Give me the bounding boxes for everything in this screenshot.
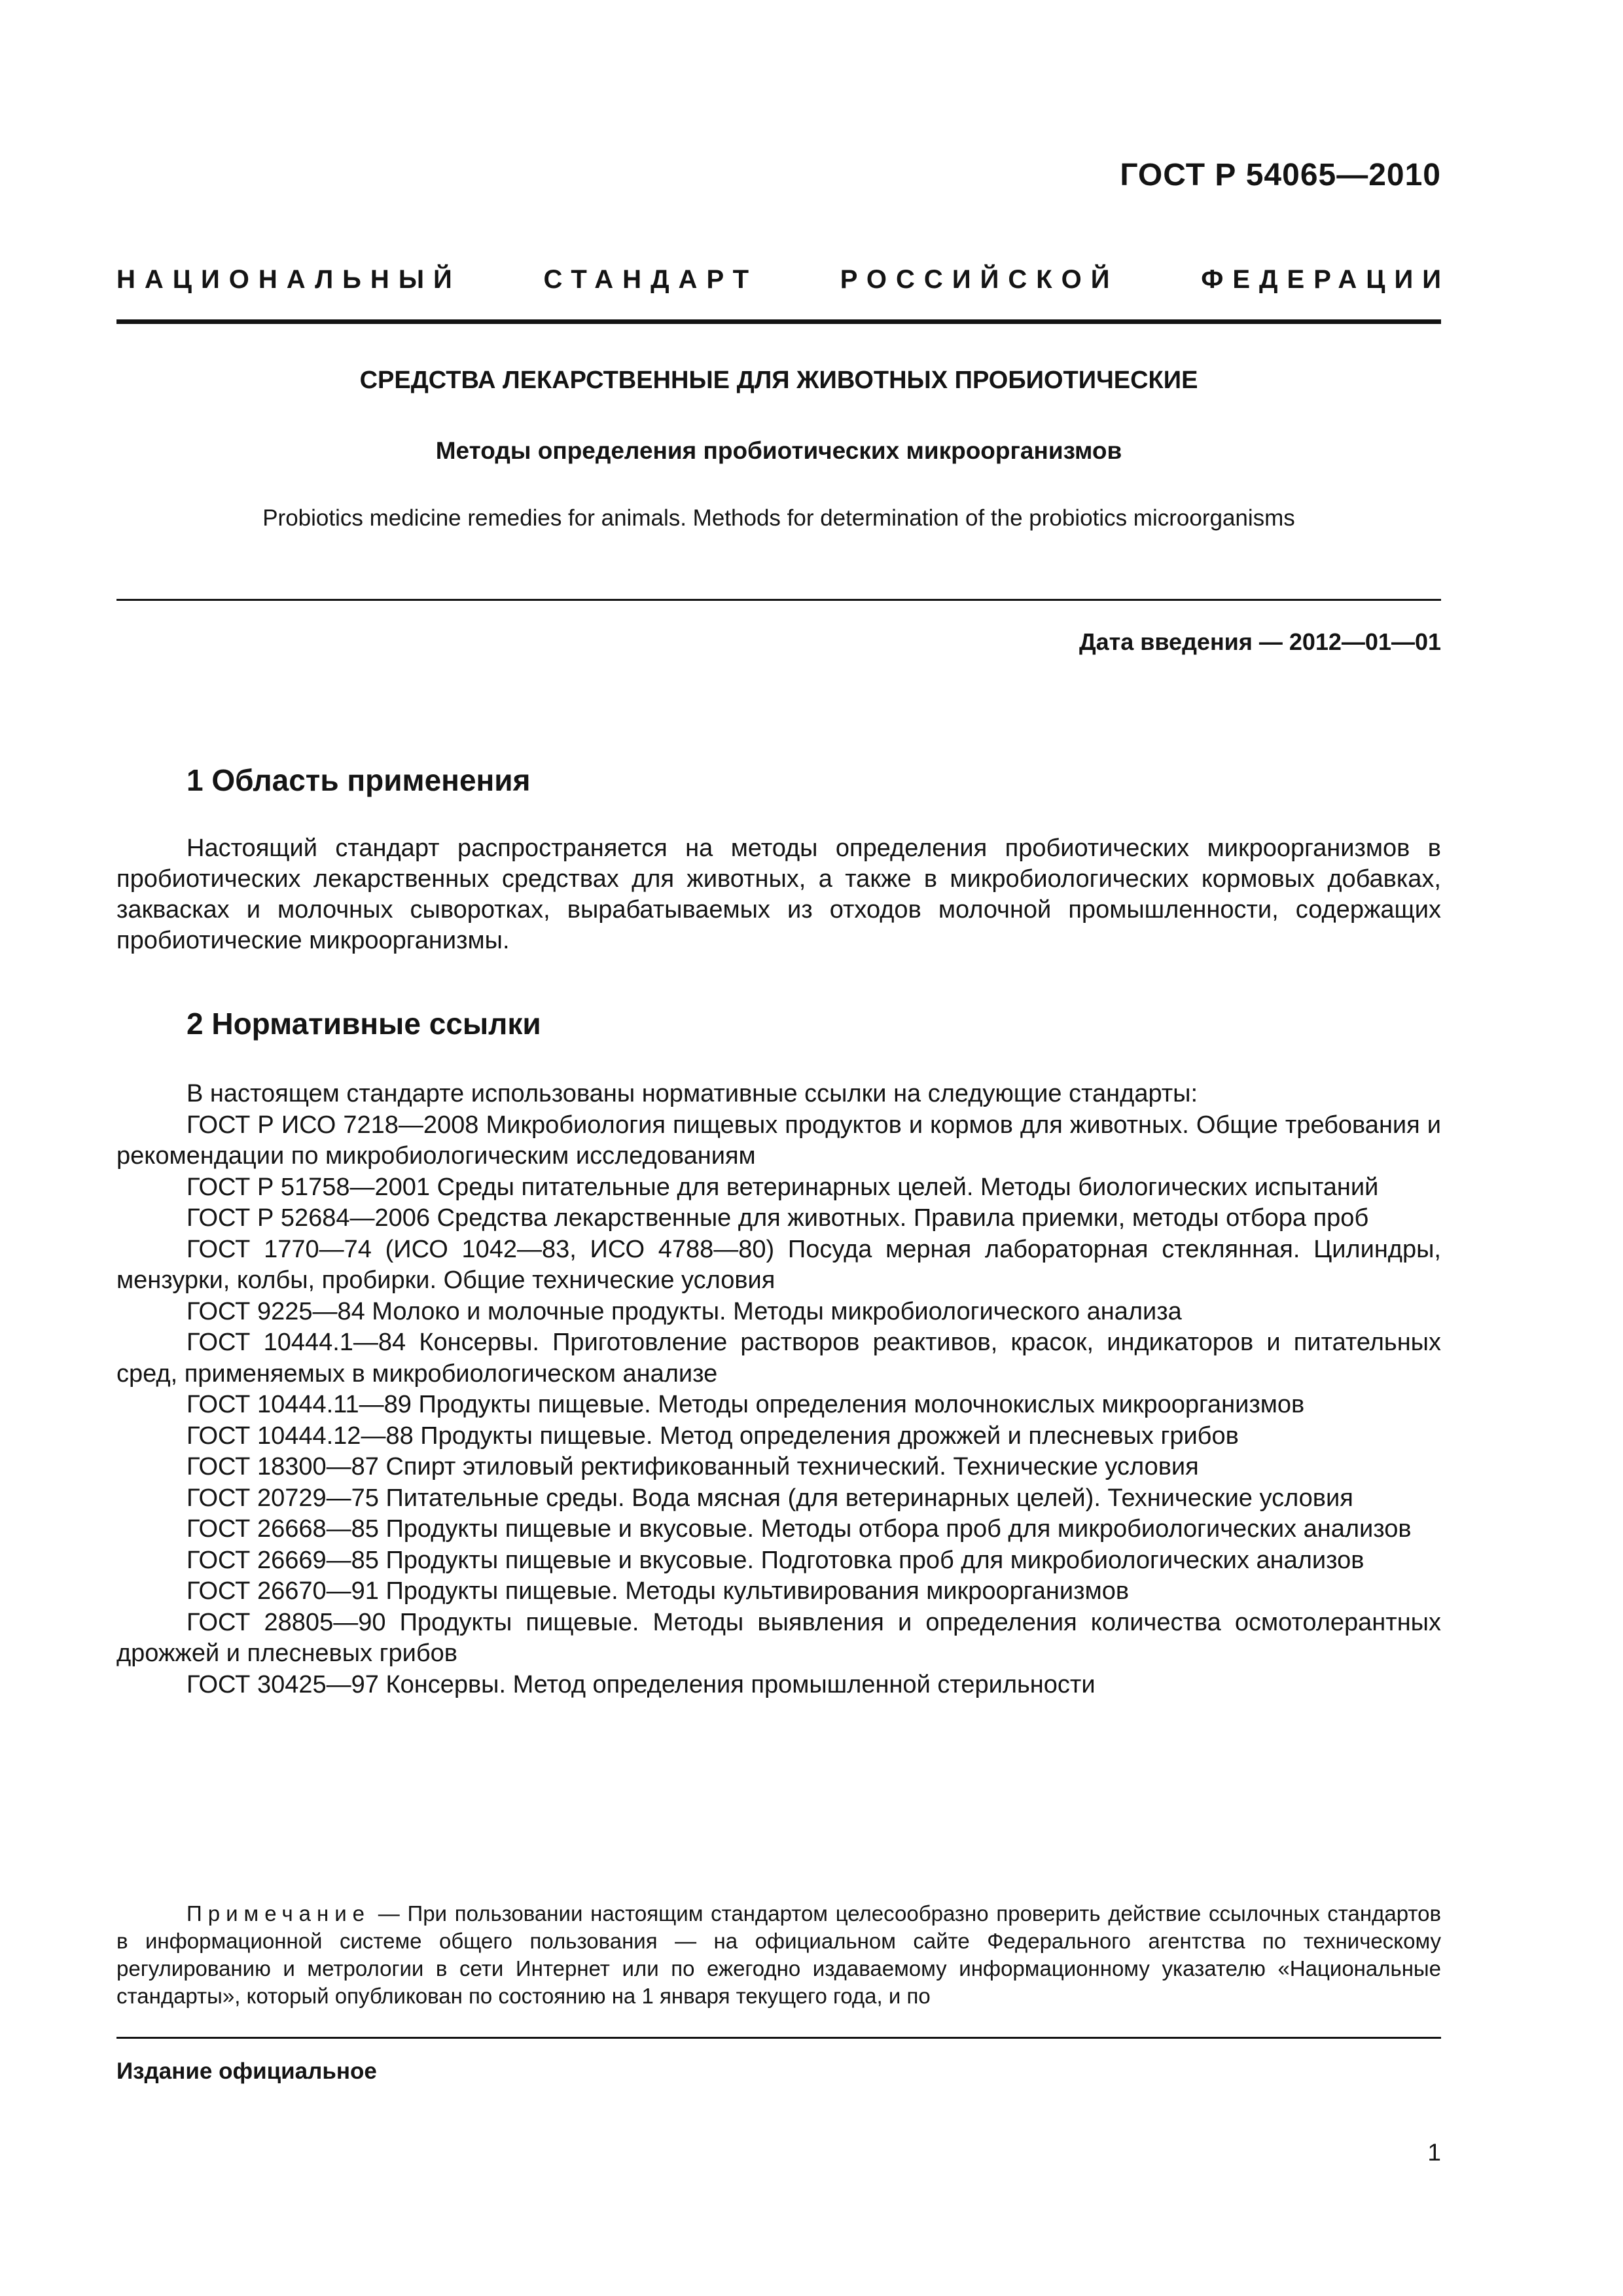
note-paragraph bbox=[116, 1900, 1441, 2010]
reference-item: ГОСТ 18300—87 Спирт этиловый ректификованный технический. Технические условия bbox=[187, 1453, 1199, 1480]
note-text: — При пользовании настоящим стандартом целесообразно проверить действие ссылочных стандартов в информационной системе общего пользования — на официальном сайте Федерального агентства по техническому регулированию и метрологии в сети Интернет или по ежегодно издаваемому информационному указателю «Национальные стандарты», который опубликован по состоянию на 1 января текущего года, и по bbox=[116, 1901, 1441, 2008]
reference-item: ГОСТ 26668—85 Продукты пищевые и вкусовые. Методы отбора проб для микробиологических анализов bbox=[187, 1515, 1412, 1543]
page-number: 1 bbox=[1427, 2139, 1441, 2166]
reference-item: ГОСТ 9225—84 Молоко и молочные продукты. Методы микробиологического анализа bbox=[187, 1297, 1182, 1325]
reference-item: ГОСТ 10444.1—84 Консервы. Приготовление растворов реактивов, красок, индикаторов и питательных сред, применяемых в микробиологическом анализе bbox=[116, 1329, 1441, 1388]
title-divider bbox=[116, 599, 1441, 601]
national-standard-header bbox=[116, 265, 1450, 295]
references-list bbox=[116, 1079, 1441, 1700]
references-intro: В настоящем стандарте использованы нормативные ссылки на следующие стандарты: bbox=[187, 1080, 1198, 1107]
document-subtitle: Методы определения пробиотических микроорганизмов bbox=[435, 437, 1122, 464]
note-label: Примечание bbox=[187, 1901, 371, 1926]
reference-item: ГОСТ 26670—91 Продукты пищевые. Методы культивирования микроорганизмов bbox=[187, 1577, 1130, 1605]
national-header-word: НАЦИОНАЛЬНЫЙ bbox=[116, 265, 461, 294]
national-header-word: ФЕДЕРАЦИИ bbox=[1201, 265, 1450, 294]
section-heading-references: 2 Нормативные ссылки bbox=[187, 1007, 541, 1041]
reference-item: ГОСТ Р 51758—2001 Среды питательные для ветеринарных целей. Методы биологических испытаний bbox=[187, 1173, 1379, 1201]
section-heading-scope: 1 Область применения bbox=[187, 763, 531, 797]
scope-paragraph: Настоящий стандарт распространяется на методы определения пробиотических микроорганизмов в пробиотических лекарственных средствах для животных, а также в микробиологических кормовых добавках, заквасках и молочных сыворотках, вырабатываемых из отходов молочной промышленности, содержащих пробиотические микроорганизмы. bbox=[116, 834, 1441, 954]
reference-item: ГОСТ 20729—75 Питательные среды. Вода мясная (для ветеринарных целей). Технические условия bbox=[187, 1484, 1353, 1512]
reference-item: ГОСТ Р 52684—2006 Средства лекарственные для животных. Правила приемки, методы отбора проб bbox=[187, 1204, 1369, 1232]
gost-code: ГОСТ Р 54065—2010 bbox=[1120, 158, 1441, 192]
introduction-date: Дата введения — 2012—01—01 bbox=[1079, 628, 1441, 655]
reference-item: ГОСТ 28805—90 Продукты пищевые. Методы выявления и определения количества осмотолерантных дрожжей и плесневых грибов bbox=[116, 1608, 1441, 1667]
official-edition-label: Издание официальное bbox=[116, 2058, 377, 2084]
reference-item: ГОСТ Р ИСО 7218—2008 Микробиология пищевых продуктов и кормов для животных. Общие требования и рекомендации по микробиологическим исследованиям bbox=[116, 1111, 1441, 1170]
reference-item: ГОСТ 10444.12—88 Продукты пищевые. Метод определения дрожжей и плесневых грибов bbox=[187, 1422, 1239, 1450]
footer-divider bbox=[116, 2037, 1441, 2039]
reference-item: ГОСТ 10444.11—89 Продукты пищевые. Методы определения молочнокислых микроорганизмов bbox=[187, 1391, 1305, 1418]
reference-item: ГОСТ 26669—85 Продукты пищевые и вкусовые. Подготовка проб для микробиологических анализов bbox=[187, 1546, 1364, 1574]
document-title: СРЕДСТВА ЛЕКАРСТВЕННЫЕ ДЛЯ ЖИВОТНЫХ ПРОБИОТИЧЕСКИЕ bbox=[359, 367, 1198, 394]
reference-item: ГОСТ 1770—74 (ИСО 1042—83, ИСО 4788—80) Посуда мерная лабораторная стеклянная. Цилиндры, мензурки, колбы, пробирки. Общие технические условия bbox=[116, 1235, 1441, 1294]
document-english-title: Probiotics medicine remedies for animals. Methods for determination of the probiotics microorganisms bbox=[262, 505, 1295, 531]
national-header-word: СТАНДАРТ bbox=[543, 265, 758, 294]
reference-item: ГОСТ 30425—97 Консервы. Метод определения промышленной стерильности bbox=[187, 1670, 1096, 1698]
document-page bbox=[116, 0, 1450, 2296]
header-divider bbox=[116, 319, 1441, 324]
national-header-word: РОССИЙСКОЙ bbox=[840, 265, 1119, 294]
